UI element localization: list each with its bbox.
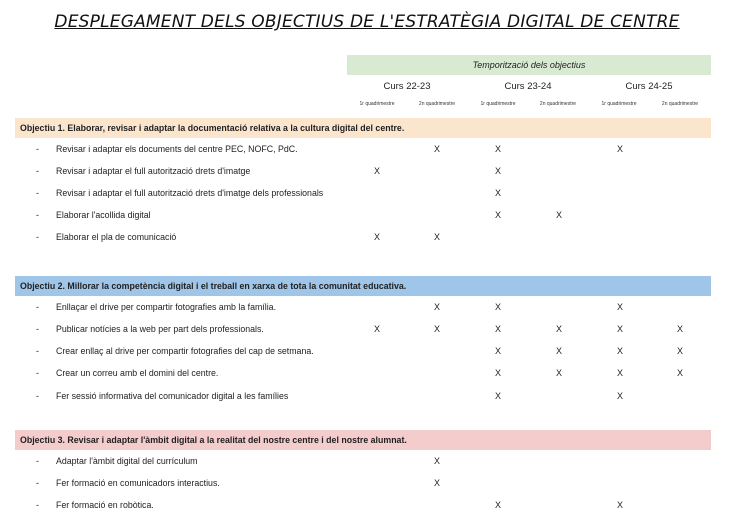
schedule-mark: X (494, 368, 501, 378)
schedule-mark: X (616, 302, 623, 312)
schedule-mark: X (555, 346, 562, 356)
objective-header (15, 276, 711, 296)
schedule-mark: X (616, 368, 623, 378)
row-bullet: - (36, 478, 39, 488)
quadrimester-header: 2n quadrimestre (661, 101, 699, 107)
row-bullet: - (36, 188, 39, 198)
row-label: Elaborar l'acollida digital (56, 210, 151, 220)
schedule-mark: X (555, 324, 562, 334)
schedule-mark: X (616, 346, 623, 356)
table-row (0, 188, 734, 204)
schedule-mark: X (555, 210, 562, 220)
row-label: Revisar i adaptar els documents del centre PEC, NOFC, PdC. (56, 144, 298, 154)
table-row (0, 391, 734, 407)
row-label: Revisar i adaptar el full autorització drets d'imatge dels professionals (56, 188, 324, 198)
schedule-mark: X (494, 188, 501, 198)
table-row (0, 478, 734, 494)
row-label: Enllaçar el drive per compartir fotografies amb la família. (56, 302, 277, 312)
table-row (0, 456, 734, 472)
schedule-mark: X (433, 478, 440, 488)
row-bullet: - (36, 346, 39, 356)
schedule-mark: X (494, 324, 501, 334)
timing-header-label: Temporització dels objectius (472, 60, 586, 70)
row-bullet: - (36, 324, 39, 334)
schedule-mark: X (373, 166, 380, 176)
row-label: Adaptar l'àmbit digital del currículum (56, 456, 198, 466)
schedule-mark: X (676, 324, 683, 334)
schedule-mark: X (494, 500, 501, 510)
objective-header (15, 118, 711, 138)
quadrimester-header: 2n quadrimestre (418, 101, 456, 107)
schedule-mark: X (676, 368, 683, 378)
schedule-mark: X (494, 144, 501, 154)
row-bullet: - (36, 144, 39, 154)
schedule-mark: X (555, 368, 562, 378)
table-row (0, 144, 734, 160)
schedule-mark: X (616, 500, 623, 510)
table-row (0, 302, 734, 318)
quadrimester-header: 1r quadrimestre (359, 101, 395, 107)
objective-title: Objectiu 3. Revisar i adaptar l'àmbit digital a la realitat del nostre centre i del nostre alumnat. (20, 435, 407, 445)
row-bullet: - (36, 166, 39, 176)
schedule-mark: X (433, 144, 440, 154)
quadrimester-header: 1r quadrimestre (601, 101, 637, 107)
objective-header (15, 430, 711, 450)
course-header: Curs 22-23 (383, 81, 431, 92)
schedule-mark: X (433, 456, 440, 466)
schedule-mark: X (494, 302, 501, 312)
schedule-mark: X (494, 346, 501, 356)
row-label: Fer formació en robòtica. (56, 500, 154, 510)
row-bullet: - (36, 210, 39, 220)
row-bullet: - (36, 368, 39, 378)
quadrimester-header: 1r quadrimestre (480, 101, 516, 107)
row-label: Fer formació en comunicadors interactius. (56, 478, 220, 488)
row-bullet: - (36, 232, 39, 242)
row-label: Crear un correu amb el domini del centre. (56, 368, 219, 378)
schedule-mark: X (433, 232, 440, 242)
table-row (0, 210, 734, 226)
schedule-mark: X (616, 144, 623, 154)
schedule-mark: X (373, 232, 380, 242)
row-label: Publicar notícies a la web per part dels professionals. (56, 324, 264, 334)
objective-title: Objectiu 1. Elaborar, revisar i adaptar la documentació relativa a la cultura digital del centre. (20, 123, 405, 133)
page-title: DESPLEGAMENT DELS OBJECTIUS DE L'ESTRATÈGIA DIGITAL DE CENTRE (54, 12, 680, 32)
table-row (0, 346, 734, 362)
schedule-mark: X (373, 324, 380, 334)
schedule-mark: X (676, 346, 683, 356)
table-row (0, 368, 734, 384)
row-bullet: - (36, 500, 39, 510)
row-label: Elaborar el pla de comunicació (56, 232, 177, 242)
course-header: Curs 24-25 (625, 81, 673, 92)
schedule-mark: X (616, 391, 623, 401)
row-bullet: - (36, 456, 39, 466)
schedule-mark: X (433, 302, 440, 312)
table-row (0, 500, 734, 516)
schedule-mark: X (494, 391, 501, 401)
course-header: Curs 23-24 (504, 81, 552, 92)
schedule-mark: X (494, 210, 501, 220)
schedule-mark: X (494, 166, 501, 176)
table-row (0, 232, 734, 248)
schedule-mark: X (433, 324, 440, 334)
row-bullet: - (36, 391, 39, 401)
schedule-mark: X (616, 324, 623, 334)
table-row (0, 166, 734, 182)
row-bullet: - (36, 302, 39, 312)
table-row (0, 324, 734, 340)
row-label: Crear enllaç al drive per compartir fotografies del cap de setmana. (56, 346, 314, 356)
quadrimester-header: 2n quadrimestre (539, 101, 577, 107)
timing-header (347, 55, 711, 75)
row-label: Revisar i adaptar el full autorització drets d'imatge (56, 166, 251, 176)
objective-title: Objectiu 2. Millorar la competència digital i el treball en xarxa de tota la comunitat educativa. (20, 281, 407, 291)
row-label: Fer sessió informativa del comunicador digital a les famílies (56, 391, 289, 401)
